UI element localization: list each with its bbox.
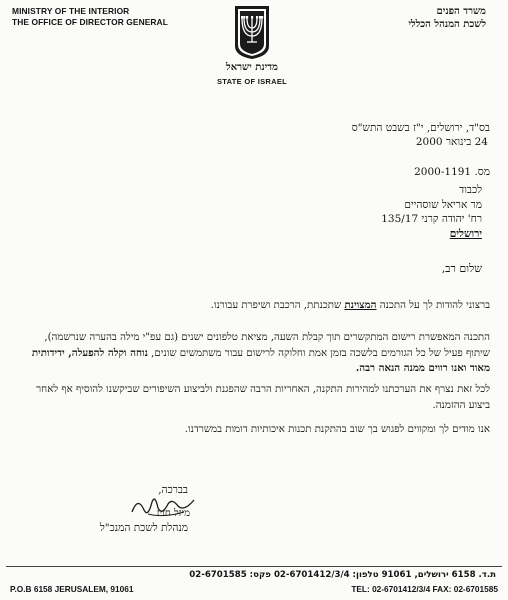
hebrew-date: בס"ד, ירושלים, י"ז בשבט התש"ס <box>351 122 490 134</box>
gregorian-date: 24 בינואר 2000 <box>415 136 488 148</box>
addressee-city: ירושלים <box>449 227 482 240</box>
ministry-hebrew-line-1: משרד הפנים <box>436 6 486 17</box>
ministry-hebrew-header <box>408 5 486 31</box>
addressee-block <box>312 183 482 241</box>
paragraph-2-text: התכנה המאפשרת רישום המתקשרים תוך קבלת השעה, מציאת טלפונים ישנים (גם עפ"י מילה בהערה שנרשמה), שיתוף פעיל של כל הגורמים בלשכה בזמן אמת וחלוקה לרישום עבור משתמשים שונים, <box>44 332 490 359</box>
paragraph-2-bold: נוחה וקלה להפעלה, ידידותית מאוד ואנו רווים ממנה הנאה רבה. <box>31 346 490 374</box>
ministry-hebrew-line-2: לשכת המנהל הכללי <box>408 19 486 30</box>
greeting: שלום רב, <box>441 262 482 275</box>
ministry-english-line-2: THE OFFICE OF DIRECTOR GENERAL <box>12 17 168 27</box>
footer-pob: P.O.B 6158 JERUSALEM, 91061 <box>10 584 134 594</box>
closing: בברכה, <box>158 484 188 496</box>
reference-number: מס. 2000-1191 <box>414 166 490 178</box>
ministry-english-line-1: MINISTRY OF THE INTERIOR <box>12 6 130 16</box>
paragraph-2 <box>20 330 490 377</box>
paragraph-1-start: ברצוני להודות לך על התכנה <box>376 300 490 311</box>
addressee-name: מר אריאל שוסהיים <box>404 198 482 211</box>
footer-divider <box>6 566 502 567</box>
signer-title: מנהלת לשכת המנכ"ל <box>99 522 188 534</box>
paragraph-3: לכל זאת נצרף את הערכתנו למהירות התקנה, האחריות הרבה שהפגנת ולביצוע השיפורים שביקשנו להוסיף אף לאחר ביצוע ההזמנה. <box>36 384 490 411</box>
ministry-english-header <box>12 6 168 28</box>
footer-english-contact <box>10 584 498 594</box>
addressee-salutation: לכבוד <box>459 184 482 196</box>
paragraph-1-emphasis: המצוינת <box>344 299 377 311</box>
footer-phone-fax: TEL: 02-6701412/3/4 FAX: 02-6701585 <box>351 584 498 594</box>
footer-hebrew-contact: ת.ד. 6158 ירושלים, 91061 טלפון: 02-6701412/3/4 פקס: 02-6701585 <box>189 570 496 580</box>
menorah-emblem-icon <box>232 4 272 60</box>
state-hebrew-label: מדינת ישראל <box>226 62 278 73</box>
paragraph-1 <box>20 298 490 314</box>
paragraph-1-end: שתכנתת, הרכבת ושיפרת עבורנו. <box>210 300 345 311</box>
paragraph-4: אנו מודים לך ומקווים לפגוש בך שוב בהתקנת תכנות איכותיות דומות במשרדנו. <box>184 424 490 435</box>
signer-name: מיזל חזיז <box>156 508 190 519</box>
state-english-label: STATE OF ISRAEL <box>216 77 288 86</box>
addressee-street: רח' יהודה קרני 135/17 <box>381 213 482 225</box>
